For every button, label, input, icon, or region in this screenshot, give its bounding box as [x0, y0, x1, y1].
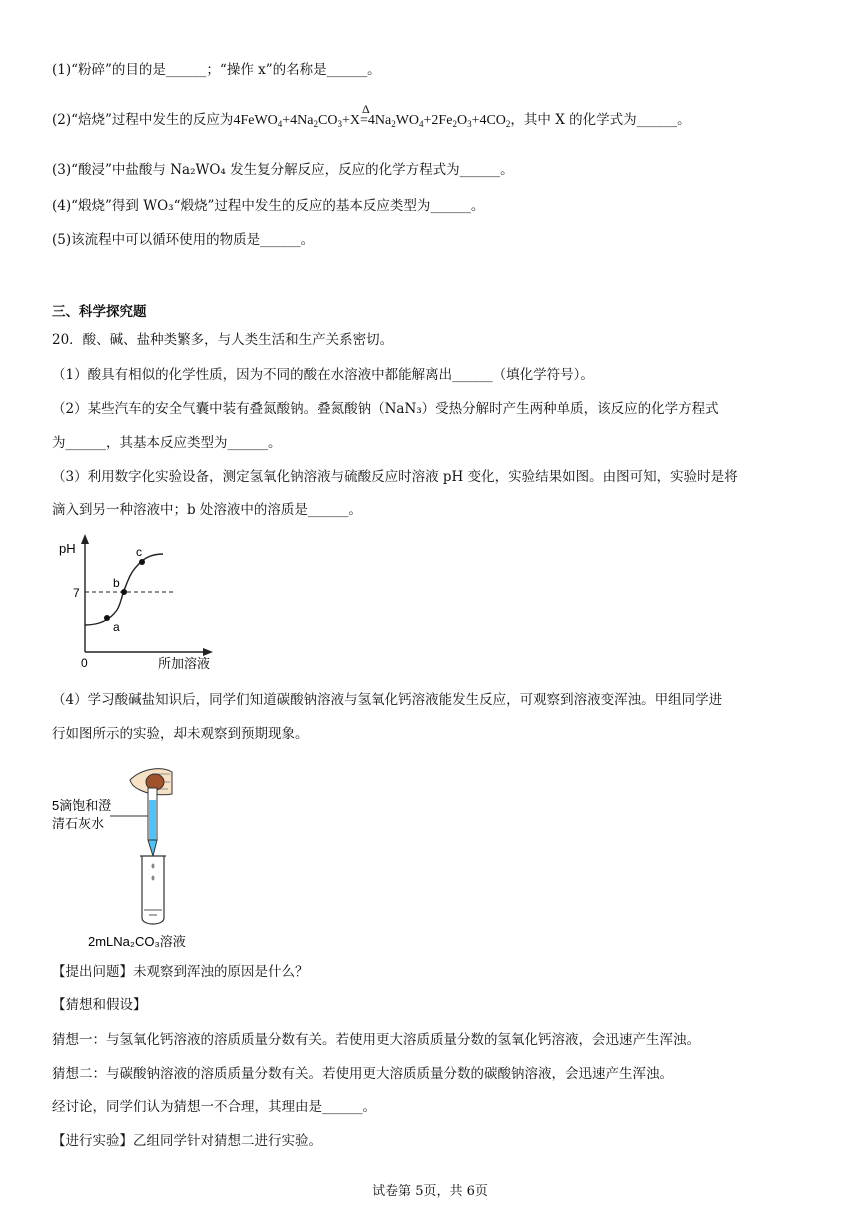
eq-subscript: 4 — [419, 119, 424, 129]
ask-question: 【提出问题】未观察到浑浊的原因是什么？ — [52, 964, 309, 980]
eq-subscript: 2 — [452, 119, 457, 129]
q20-part4-line2: 行如图所示的实验，却未观察到预期现象。 — [52, 726, 309, 742]
y-axis-label: pH — [59, 541, 76, 556]
q19-part2 — [52, 102, 691, 134]
q20-part4-line1: （4）学习酸碱盐知识后，同学们知道碳酸钠溶液与氢氧化钙溶液能发生反应，可观察到溶液变浑浊。甲组同学进 — [52, 692, 723, 708]
eq-term: WO — [395, 113, 420, 128]
point-a-label: a — [113, 620, 120, 634]
dropper-label-line2: 清石灰水 — [52, 816, 105, 831]
q20-part3-line1: （3）利用数字化实验设备，测定氢氧化钠溶液与硫酸反应时溶液 pH 变化，实验结果如图。由图可知，实验时是将 — [52, 469, 738, 485]
x-axis-arrow — [203, 648, 213, 656]
ph-curve-figure — [55, 530, 235, 672]
point-b — [121, 589, 127, 595]
hypothesis-one: 猜想一：与氢氧化钙溶液的溶质质量分数有关。若使用更大溶质质量分数的氢氧化钙溶液，会迅速产生浑浊。 — [52, 1032, 700, 1048]
eq-term: +2Fe — [423, 113, 453, 128]
q19-part3: (3)“酸浸”中盐酸与 Na₂WO₄ 发生复分解反应，反应的化学方程式为______。 — [52, 162, 514, 178]
q19-part5: (5)该流程中可以循环使用的物质是______。 — [52, 232, 315, 248]
y-tick-7: 7 — [73, 586, 80, 600]
hypothesis-heading: 【猜想和假设】 — [52, 997, 147, 1013]
q20-part2-line1: （2）某些汽车的安全气囊中装有叠氮酸钠。叠氮酸钠（NaN₃）受热分解时产生两种单质，该反应的化学方程式 — [52, 401, 719, 417]
dropper-tube-figure — [52, 760, 212, 952]
roasting-equation — [233, 102, 511, 129]
eq-term: +4Na — [282, 113, 314, 128]
delta-symbol: Δ — [361, 102, 370, 116]
x-axis-label: 所加溶液 — [158, 656, 211, 671]
eq-term: 4FeWO — [233, 113, 278, 128]
tube-label: 2mLNa₂CO₃溶液 — [88, 934, 186, 949]
eq-subscript: 4 — [277, 119, 283, 129]
dropper-label-line1: 5滴饱和澄 — [52, 798, 112, 813]
q20-part1: （1）酸具有相似的化学性质，因为不同的酸在水溶液中都能解离出______（填化学符号）。 — [52, 367, 594, 383]
eq-subscript: 2 — [313, 119, 318, 129]
eq-subscript: 3 — [467, 119, 472, 129]
eq-term: CO — [318, 113, 338, 128]
dropper-tip — [148, 840, 157, 856]
q19-part2-suffix: ，其中 X 的化学式为______。 — [510, 112, 691, 128]
q20-part2-line2: 为______，其基本反应类型为______。 — [52, 435, 282, 451]
eq-subscript: 2 — [505, 119, 511, 129]
point-c-label: c — [136, 545, 142, 559]
q19-part4: (4)“煅烧”得到 WO₃“煅烧”过程中发生的反应的基本反应类型为______。 — [52, 198, 485, 214]
eq-term: +4CO — [471, 113, 506, 128]
y-axis-arrow — [81, 534, 89, 544]
eq-term: +X — [341, 113, 360, 128]
point-b-label: b — [113, 576, 120, 590]
page-footer: 试卷第 5页，共 6页 — [372, 1184, 488, 1199]
dropper-liquid — [149, 800, 156, 840]
equals-sign: = — [359, 113, 368, 128]
hypothesis-two: 猜想二：与碳酸钠溶液的溶质质量分数有关。若使用更大溶质质量分数的碳酸钠溶液，会迅速产生浑浊。 — [52, 1066, 673, 1082]
falling-drop — [152, 864, 155, 869]
q20-part3-line2: 滴入到另一种溶液中；b 处溶液中的溶质是______。 — [52, 502, 362, 518]
q19-part2-prefix: (2)“焙烧”过程中发生的反应为 — [52, 112, 234, 128]
falling-drop — [152, 876, 155, 881]
section-heading: 三、科学探究题 — [52, 304, 147, 320]
eq-subscript: 2 — [391, 119, 396, 129]
q19-part1: (1)“粉碎”的目的是______；“操作 x”的名称是______。 — [52, 62, 381, 78]
point-c — [139, 559, 145, 565]
eq-term: O — [456, 113, 468, 128]
origin-label: 0 — [81, 656, 88, 670]
eq-term: 4Na — [367, 113, 392, 128]
eq-subscript: 3 — [337, 119, 342, 129]
discussion: 经讨论，同学们认为猜想一不合理，其理由是______。 — [52, 1099, 376, 1115]
heating-condition — [359, 102, 370, 131]
point-a — [104, 615, 110, 621]
q20-intro: 20．酸、碱、盐种类繁多，与人类生活和生产关系密切。 — [52, 332, 394, 348]
experiment-heading: 【进行实验】乙组同学针对猜想二进行实验。 — [52, 1133, 322, 1149]
